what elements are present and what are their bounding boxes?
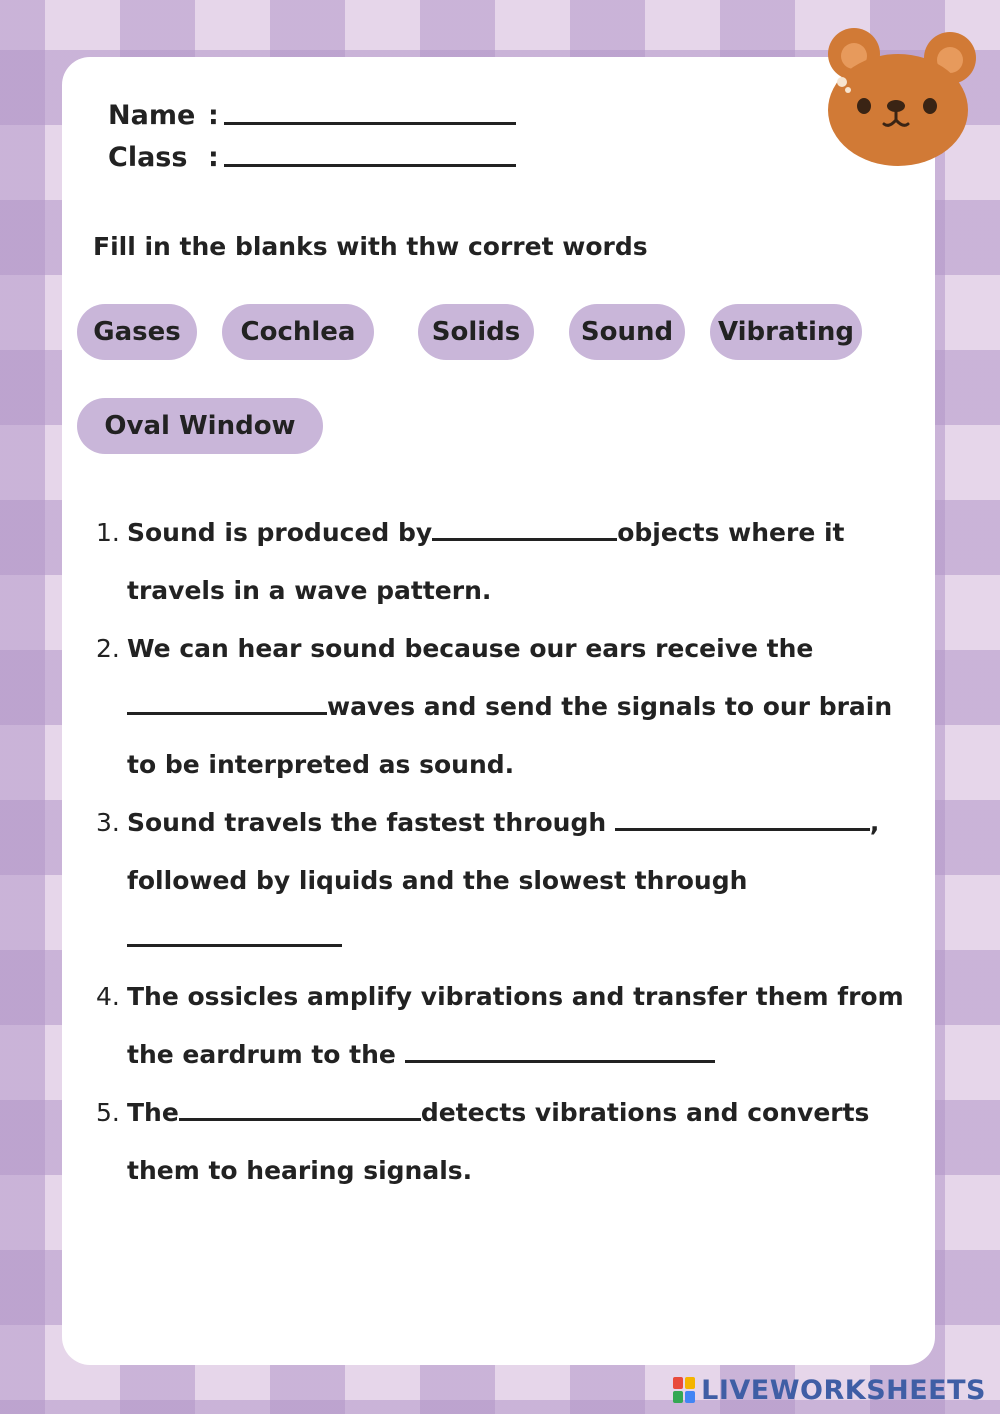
question-number: 3. — [96, 808, 120, 837]
answer-blank[interactable] — [615, 810, 870, 831]
class-label: Class — [108, 142, 188, 173]
question-text: waves and send the signals to our brain to be interpreted as sound. — [127, 692, 893, 779]
question-text: Sound travels the fastest through — [127, 808, 615, 837]
liveworksheets-logo-icon — [673, 1377, 695, 1403]
instruction-text: Fill in the blanks with thw corret words — [93, 232, 648, 261]
question-list — [96, 504, 926, 1200]
question-2 — [96, 620, 926, 794]
question-4 — [96, 968, 926, 1084]
class-blank[interactable] — [224, 163, 516, 167]
name-blank[interactable] — [224, 121, 516, 125]
question-text: Sound is produced by — [127, 518, 433, 547]
question-text: objects where it travels in a wave pattern. — [127, 518, 845, 605]
question-3 — [96, 794, 926, 968]
word-chip-solids[interactable]: Solids — [418, 304, 534, 360]
class-colon: : — [208, 142, 219, 173]
answer-blank[interactable] — [432, 520, 617, 541]
liveworksheets-brand — [673, 1372, 986, 1408]
question-number: 2. — [96, 634, 120, 663]
answer-blank[interactable] — [127, 694, 327, 715]
question-number: 5. — [96, 1098, 120, 1127]
name-label: Name — [108, 100, 196, 131]
word-chip-cochlea[interactable]: Cochlea — [222, 304, 374, 360]
question-5 — [96, 1084, 926, 1200]
class-field — [108, 142, 516, 173]
answer-blank[interactable] — [127, 926, 342, 947]
word-chip-gases[interactable]: Gases — [77, 304, 197, 360]
name-colon: : — [208, 100, 219, 131]
question-text: detects vibrations and converts them to hearing signals. — [127, 1098, 870, 1185]
question-text: , followed by liquids and the slowest through — [127, 808, 880, 895]
brand-text: LIVEWORKSHEETS — [701, 1374, 986, 1406]
question-1 — [96, 504, 926, 620]
word-chip-oval-window[interactable]: Oval Window — [77, 398, 323, 454]
question-number: 4. — [96, 982, 120, 1011]
question-text: The — [127, 1098, 179, 1127]
word-chip-sound[interactable]: Sound — [569, 304, 685, 360]
answer-blank[interactable] — [405, 1042, 715, 1063]
question-number: 1. — [96, 518, 120, 547]
word-chip-vibrating[interactable]: Vibrating — [710, 304, 862, 360]
question-text: The ossicles amplify vibrations and transfer them from the eardrum to the — [127, 982, 904, 1069]
name-field — [108, 100, 516, 131]
answer-blank[interactable] — [179, 1100, 421, 1121]
bear-sticker-icon — [826, 28, 978, 168]
question-text: We can hear sound because our ears receive the — [127, 634, 814, 663]
